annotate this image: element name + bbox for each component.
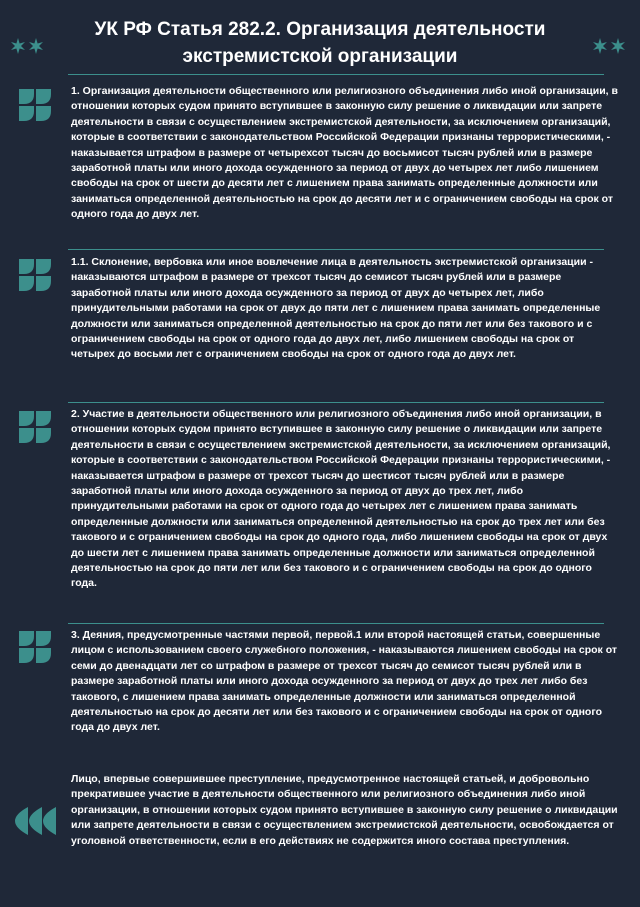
leaf-quote-icon [18,410,52,449]
divider [68,402,604,403]
leaf-quote-icon [18,630,52,669]
section-2 [71,407,619,592]
leaf-quote-icon [18,88,52,127]
section-2-text: 2. Участие в деятельности общественного или религиозного объединения либо иной организации, в отношении которых судом принято вступившее в законную силу решение о ликвидации или запрете деятельности в связи с осуществлением экстремистской деятельности, за исключением организаций, которые в соответствии с законодательством Российской Федерации признаны террористическими, - наказывается штрафом в размере от трехсот тысяч до шестисот тысяч рублей или в размере заработной платы или иного дохода осужденного за период от двух до трех лет, либо принудительными работами на срок от одного года до четырех лет с лишением права занимать определенные должности или заниматься определенной деятельностью на срок до трех лет или без такового и с ограничением свободы на срок до одного года, либо лишением свободы на срок от двух до шести лет с лишением права занимать определенные должности или заниматься определенной деятельностью на срок до пяти лет или без такового и с ограничением свободы на срок до одного года. [71,408,611,590]
section-1 [71,84,619,223]
divider [68,249,604,250]
star-icon [592,38,628,54]
exemption-note-text: Лицо, впервые совершившее преступление, предусмотренное настоящей статьей, и добровольно прекратившее участие в деятельности общественного или религиозного объединения либо иной организации, в отношении которых судом принято вступившее в законную силу решение о ликвидации или запрете деятельности в связи с осуществлением экстремистской деятельности, освобождается от уголовной ответственности, если в его действиях не содержится иного состава преступления. [71,773,618,847]
title-line-2: экстремистской организации [182,46,458,67]
exemption-note [71,772,619,849]
star-icon [10,38,46,54]
title-line-1: УК РФ Статья 282.2. Организация деятельности [94,19,546,40]
page-title [0,16,640,70]
section-1-1-text: наказываются штрафом в размере от трехсот тысяч до семисот тысяч рублей или в размере заработной платы или иного дохода осужденного за период от двух до четырех лет, либо принудительными работами на срок от двух до пяти лет с лишением права занимать определенные должности или заниматься определенной деятельностью на срок до пяти лет или без такового и с ограничением свободы на срок от одного года до двух лет, либо лишением свободы на срок от четырех до восьми лет с ограничением свободы на срок от одного года до двух лет. [71,271,601,361]
leaf-quote-icon [18,258,52,297]
section-1-text: 1. Организация деятельности общественного или религиозного объединения либо иной организации, в отношении которых судом принято вступившее в законную силу решение о ликвидации или запрете деятельности в связи с осуществлением экстремистской деятельности, за исключением организаций, которые в соответствии с законодательством Российской Федерации признаны террористическими, - наказывается штрафом в размере от четырехсот тысяч до восьмисот тысяч рублей или в размере заработной платы или иного дохода осужденного за период от двух до четырех лет либо лишением свободы на срок от шести до десяти лет с лишением права занимать определенные должности или заниматься определенной деятельностью на срок до десяти лет и с ограничением свободы на срок от одного года до двух лет. [71,85,618,221]
divider [68,74,604,75]
section-3 [71,628,619,736]
section-3-text: 3. Деяния, предусмотренные частями первой, первой.1 или второй настоящей статьи, совершенные лицом с использованием своего служебного положения, - наказываются лишением свободы на срок от семи до двенадцати лет со штрафом в размере от трехсот тысяч до семисот тысяч рублей или в размере заработной платы или иного дохода осужденного за период от двух до трех лет либо без такового, с лишением права занимать определенные должности или заниматься определенной деятельностью на срок до десяти лет или без такового и с ограничением свободы на срок от одного года до двух лет. [71,629,618,734]
divider [68,623,604,624]
quote-icon [14,806,58,841]
section-1-1-heading: 1.1. Склонение, вербовка или иное вовлечение лица в деятельность экстремистской организации - [71,256,593,268]
section-1-1 [71,255,619,363]
